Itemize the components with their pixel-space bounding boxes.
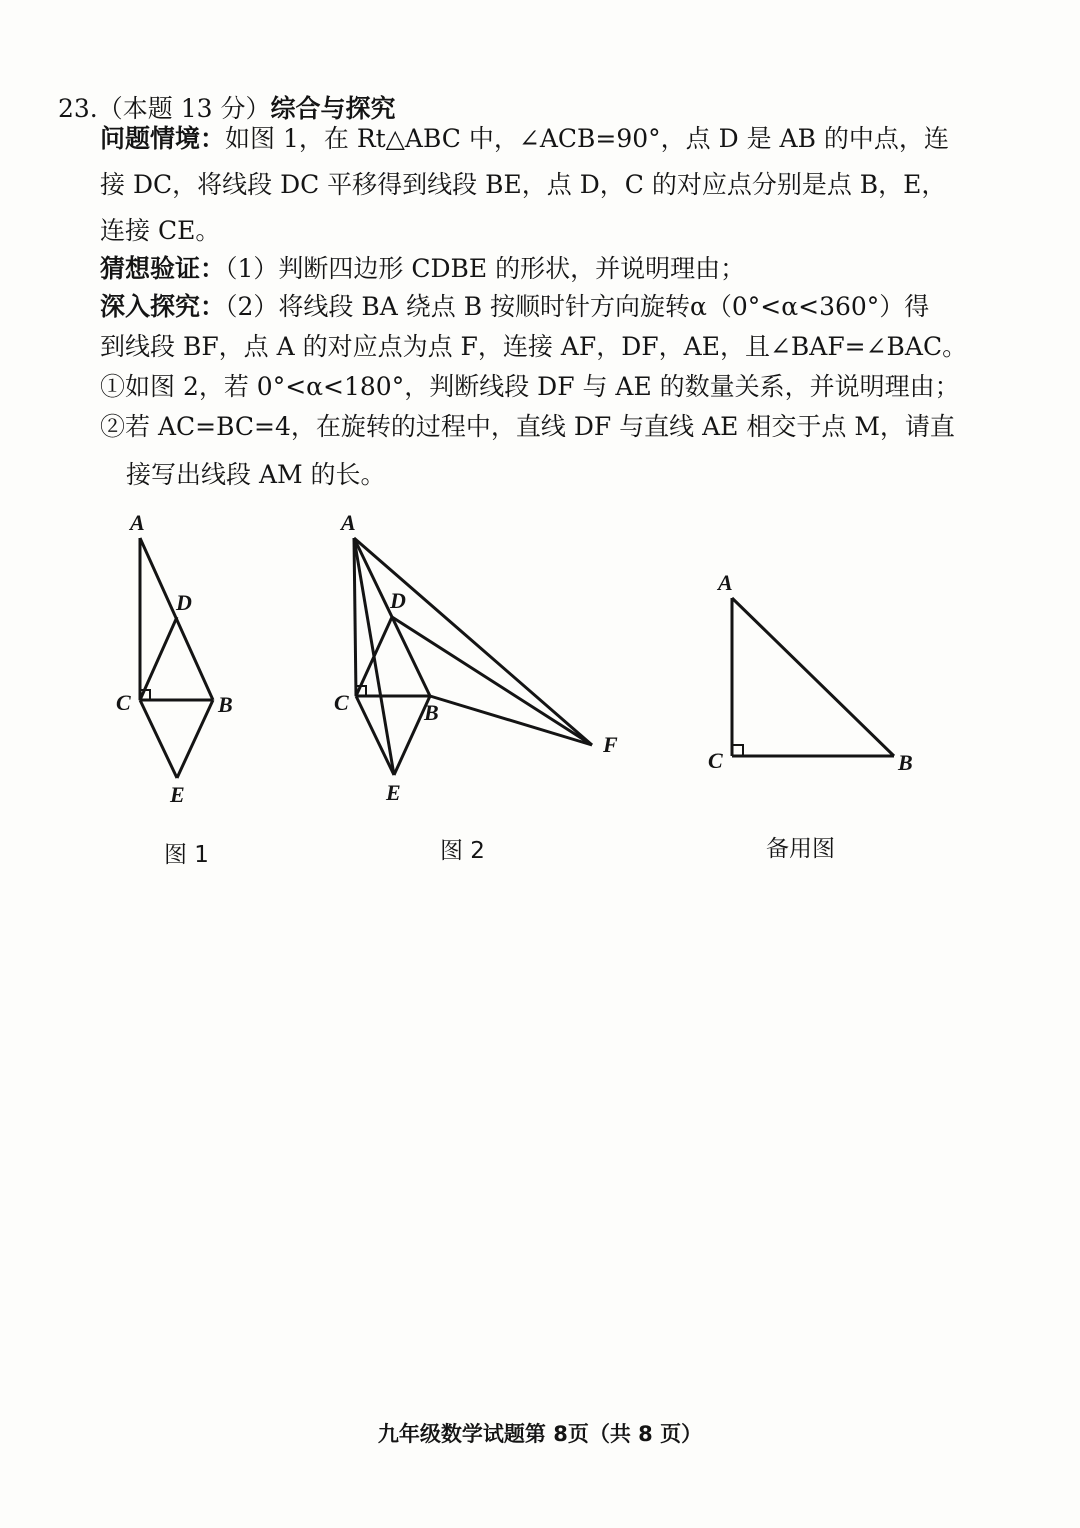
fig1-label-c: C: [116, 690, 131, 715]
problem-text-8: ②若 AC=BC=4，在旋转的过程中，直线 DF 与直线 AE 相交于点 M，请直: [100, 412, 955, 441]
problem-line-8: [100, 414, 955, 439]
problem-line-2: [100, 172, 946, 197]
figures: [0, 500, 1080, 880]
segment-af: [354, 538, 592, 745]
question-topic: 综合与探究: [270, 94, 396, 123]
segment-ab: [732, 598, 894, 756]
figure-2-labels: [334, 510, 618, 805]
fig2-label-e: E: [386, 780, 401, 805]
problem-text-4: （1）判断四边形 CDBE 的形状，并说明理由；: [225, 254, 746, 283]
problem-line-6: [100, 334, 967, 359]
fig2-label-c: C: [334, 690, 349, 715]
section-label-explore: 深入探究：: [100, 292, 226, 321]
question-points: （本题 13 分）: [97, 94, 271, 123]
fig2-label-b: B: [424, 700, 439, 725]
fig3-label-a: A: [718, 570, 733, 595]
problem-line-5: [100, 294, 929, 319]
segment-be: [177, 700, 213, 778]
segment-ac: [354, 538, 356, 696]
fig2-label-d: D: [390, 588, 406, 613]
segment-bf: [430, 696, 592, 745]
problem-text-1: 如图 1，在 Rt△ABC 中，∠ACB=90°，点 D 是 AB 的中点，连: [225, 124, 949, 153]
problem-text-3: 连接 CE。: [100, 216, 221, 245]
segment-cd: [140, 617, 177, 700]
problem-text-2: 接 DC，将线段 DC 平移得到线段 BE，点 D，C 的对应点分别是点 B，E，: [100, 170, 947, 199]
fig1-label-d: D: [176, 590, 192, 615]
problem-text-7: ①如图 2，若 0°<α<180°，判断线段 DF 与 AE 的数量关系，并说明理由；: [100, 372, 960, 401]
question-header: [58, 96, 396, 121]
fig2-label-a: A: [341, 510, 356, 535]
page-footer: 九年级数学试题第 8页（共 8 页）: [377, 1422, 703, 1446]
figure-1: [140, 538, 213, 778]
figure-2: [354, 538, 592, 775]
segment-ae: [354, 538, 394, 775]
fig2-label-f: F: [603, 732, 618, 757]
question-number: 23.: [58, 94, 98, 123]
fig1-label-b: B: [218, 692, 233, 717]
figure-spare-caption: 备用图: [766, 836, 835, 862]
figure-1-caption: 图 1: [164, 842, 209, 868]
problem-line-7: [100, 374, 960, 399]
segment-ce: [140, 700, 177, 778]
problem-line-9: [126, 462, 386, 487]
problem-line-1: [100, 126, 949, 151]
problem-line-4: [100, 256, 745, 281]
figure-spare: [732, 598, 894, 756]
problem-text-6: 到线段 BF，点 A 的对应点为点 F，连接 AF，DF，AE，且∠BAF=∠BAC。: [100, 332, 968, 361]
section-label-conjecture: 猜想验证：: [100, 254, 226, 283]
right-angle-mark: [732, 745, 743, 756]
problem-text-5: （2）将线段 BA 绕点 B 按顺时针方向旋转α（0°<α<360°）得: [225, 292, 930, 321]
figure-1-labels: [116, 510, 233, 807]
fig3-label-c: C: [708, 748, 723, 773]
figure-2-caption: 图 2: [440, 838, 485, 864]
section-label-situation: 问题情境：: [100, 124, 226, 153]
problem-text-9: 接写出线段 AM 的长。: [126, 460, 386, 489]
problem-line-3: [100, 218, 220, 243]
fig3-label-b: B: [898, 750, 913, 775]
fig1-label-e: E: [170, 782, 185, 807]
fig1-label-a: A: [130, 510, 145, 535]
